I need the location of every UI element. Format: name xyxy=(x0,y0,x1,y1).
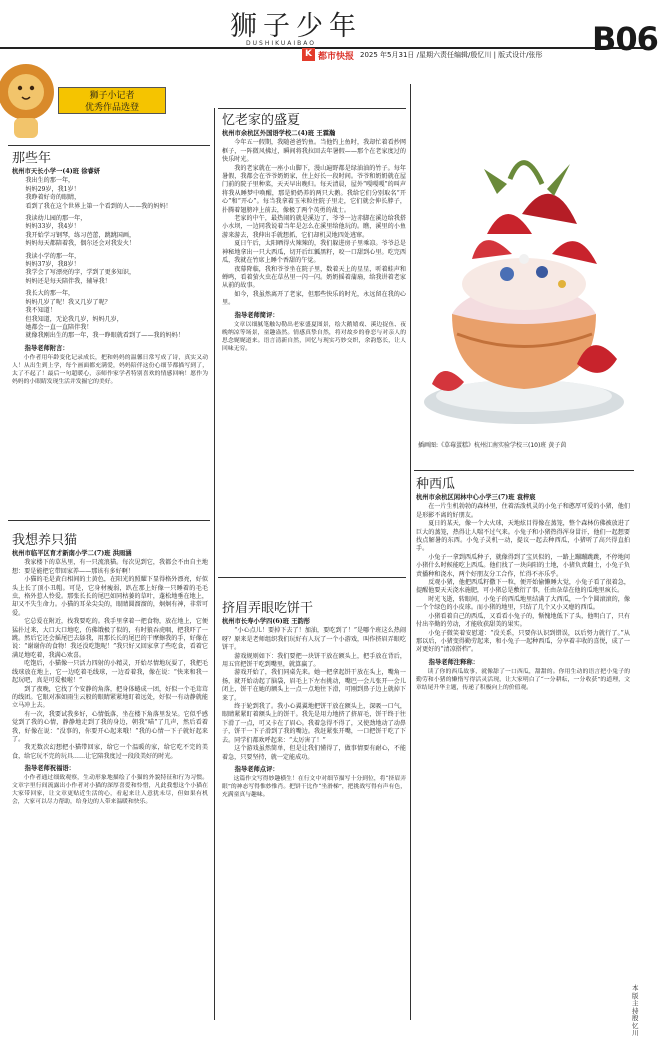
paragraph: 如今，我虽然离开了老家，但那些快乐的时光，永远留在我的心里。 xyxy=(222,290,406,307)
paragraph: 在一片生机勃勃的森林里，住着活泼机灵的小兔子和憨厚可爱的小猪，他们是形影不离的好朋友。 xyxy=(416,503,630,519)
paragraph: 我的老家就在一座小山脚下，漫山遍野都是绿油油的竹子。每年暑假，我都会在爷爷奶奶家，住上好长一段时间。爷爷和奶奶就在屋门前的院子里种菜，天天早出晚归。每天清晨，屋外“嘎嘎嘎”的叫声将我从睡梦中唤醒，那是奶奶养的两只大鹅。我给它们分别取名“开心”和“开心”。每当我拿着玉米粒往院子里走，它们就会伸长脖子，扑腾着翅膀冲上前去，像极了两个英勇的战士。 xyxy=(222,164,406,214)
paragraph: 夏日午后，太阳晒得火辣辣的，我们躲进房子里乘凉。爷爷总是神秘地拿出一只大西瓜，切开后红瓤黑籽，咬一口甜到心里。吃完西瓜，我就在竹席上睡个香甜的午觉。 xyxy=(222,240,406,265)
poem-line: 妈妈还是每天陪伴我，辅导我！ xyxy=(25,277,111,285)
poem-line: 但我知道，无论我几岁，妈妈几岁， xyxy=(25,315,123,323)
article-author: 杭州市余杭区闲林中心小学三(7)班 袁梓宸 xyxy=(416,494,536,501)
article-title: 我想养只猫 xyxy=(12,533,78,548)
article-nasienian xyxy=(12,151,208,521)
strawberry-shape xyxy=(522,194,577,224)
page-number: B06 xyxy=(592,20,658,58)
poem-line: 妈妈29岁，我1岁！ xyxy=(25,185,80,193)
strawberry-cake-illustration xyxy=(412,84,634,434)
strawberry-shape xyxy=(487,214,532,234)
column-host-note: 本版主持 殷忆川 xyxy=(632,984,639,1037)
comment-text: 小作者用年龄变化记录成长，把和妈妈的温馨日常写成了诗，真实又动人！从出生到上学，每个画面都充满爱，妈妈陪伴这份心细节都描写到了，太了不起了！最后一句超暖心，亲师作家学者特别喜欢的情感回响！愿作为妈妈的小眼睛发现生活并发掘它的美好。 xyxy=(12,354,208,385)
paragraph: “小心点儿！要掉下去了！加油，要吃到了！”是哪个班这么热闹呀？原来是老师组织我们玩好有人玩了一个小游戏，叫作挤眉弄眼吃饼干。 xyxy=(222,627,406,652)
cake-body xyxy=(452,314,596,389)
comment-text: 这篇作文写得妙趣横生！在行文中对细节描写十分到位，将“挤眉弄眼”的神态写得惟妙惟肖。把饼干比作“坐滑梯”，把挑战写得有声有色，充满童真与趣味。 xyxy=(222,775,406,798)
strawberry-shape xyxy=(472,240,512,259)
row-divider xyxy=(414,470,634,471)
issue-date: 2025 年5月31日 /星期六 xyxy=(360,51,440,59)
paragraph: 我无数次幻想把小猫带回家，给它一个温暖的家，给它吃不完的美食，给它玩不完的玩具……让它陪我度过一段段美好的时光。 xyxy=(12,744,208,760)
leaf-shape xyxy=(510,163,542,184)
editor-credit: 责任编辑/殷忆川 | 版式设计/张彤 xyxy=(440,51,543,59)
comment-heading: 指导老师注释称： xyxy=(428,658,479,666)
teacher-comment xyxy=(12,765,208,806)
article-author: 杭州市长寿小学四(6)班 王韵彤 xyxy=(222,618,311,625)
illustration-caption: 插画图:《草莓蛋糕》杭州江南实验学校三(10)班 黄子茵 xyxy=(418,442,567,449)
comment-text: 文章以细腻笔触勾勒出老家盛夏图景，绘大鹅嬉戏、溪边捉鱼、夜晚纳凉等场景，童趣盎然。情感真挚自然，将对故乡的眷恋与对亲人的思念娓娓道来。语言清新自然，回忆与现实巧妙交织，余韵悠长，让人回味无穷。 xyxy=(222,321,406,352)
article-title: 那些年 xyxy=(12,151,52,166)
comment-heading: 指导老师简评： xyxy=(234,311,279,319)
comment-heading: 指导老师祝福语： xyxy=(24,765,75,773)
column-divider xyxy=(214,108,215,1020)
article-cat xyxy=(12,533,208,1019)
paragraph: 反观小猪，他把西瓜籽撒下一粒，便开始偷懒睡大觉，小兔子看了很着急，提醒他要天天浇水施肥，可小猪总是敷衍了事，任由杂草在他的瓜地里疯长。 xyxy=(416,579,630,595)
poem-line: 我出生的那一年， xyxy=(25,177,75,185)
article-title: 挤眉弄眼吃饼干 xyxy=(222,601,314,616)
article-biscuit xyxy=(222,601,406,1019)
paragraph: 有一次，我要试我多好，心情低落，坐在楼下角落里发呆。它似乎感觉到了我的心情，静静地走到了我的身边，朝我“喵”了几声，然后看着我，好像在说：“没事的，你要开心起来哦！”我的心情一下子就好起来了。 xyxy=(12,710,208,743)
poem-line: 妈妈37岁，我8岁！ xyxy=(25,261,80,269)
lion-mascot-icon xyxy=(0,52,64,142)
article-watermelon xyxy=(416,477,630,1017)
paragraph: 吃饱后，小猫像一只活力四射的小精灵，开始尽情地玩耍了，我把毛线球放在地上，它一边吃着毛线球，一边看着我，像在说：“快来和我一起玩吧，真是可爱极啦！” xyxy=(12,660,208,685)
brand-logo-icon: K xyxy=(302,48,315,61)
poem-line: 我读小学的那一年， xyxy=(25,252,81,260)
paragraph: 时光飞逝，转眼间，小兔子的西瓜地里结满了大西瓜，一个个圆滚滚的，像一个个绿色的小皮球。而小猪的地里，只结了几个又小又瘪的西瓜。 xyxy=(416,595,630,612)
poem-line: 就像我刚出生的那一年，我一睁眼就看到了——我的妈妈！ xyxy=(25,332,184,340)
badge-line-1: 狮子小记者 xyxy=(89,91,135,101)
strawberry-shape xyxy=(552,241,597,264)
paragraph: 终于轮到我了。我小心翼翼地把饼干放在额头上，深吸一口气，眼睛紧紧盯着额头上的饼干。我先是用力地挤了挤眉毛，饼干终于往下滑了一点，可又卡在了眉心。我着急得不得了，又使劲地动了动鼻子，饼干一下子滑到了我的嘴边。我赶紧张开嘴，一口把饼干吃了下去。同学们都欢呼起来：“太厉害了！” xyxy=(222,703,406,744)
comment-text: 读了你的西瓜故事，就像舔了一口西瓜，甜甜的。你用生动的语言把小兔子的勤劳和小猪的懒惰写得活灵活现，让大家明白了“一分耕耘，一分收获”的道理，文章结尾升华主题，传递了积极向上的价值观。 xyxy=(416,668,630,691)
teacher-comment xyxy=(416,659,630,692)
paragraph: 小兔子一拿到西瓜种子，就像得到了宝贝似的，一路上蹦蹦跳跳，不停地问小猪什么时候能吃上西瓜。他们找了一块向阳的土地，小猪负责翻土，小兔子负责播种和浇水，两个好朋友分工合作，忙得不亦乐乎。 xyxy=(416,553,630,578)
poem-line: 看到了我在这个世界上第一个看到的人——我的妈妈！ xyxy=(25,202,172,210)
badge-line-2: 优秀作品选登 xyxy=(84,103,139,113)
teacher-comment xyxy=(12,345,208,386)
paragraph: 小猫的毛是黄白相间的土黄色，在阳光的照耀下显得格外漂亮，好似头上长了顶小丑帽。可是，它身材瘦弱，趴在那上好像一只睡着的毛毛虫，格外惹人怜爱。那张长长的尾巴如同枯萎的草叶，蓬松地垂在地上，却又不失生命力。小猫的耳朵尖尖的，眼睛圆溜溜的，炯炯有神，非常可爱。 xyxy=(12,576,208,617)
article-title: 忆老家的盛夏 xyxy=(222,113,301,128)
paragraph: 夜幕降临，我和爷爷坐在院子里，数着天上的星星，听着蛙声和蝉鸣，看着萤火虫在草丛里一闪一闪。奶奶摇着蒲扇，给我讲着老家从前的故事。 xyxy=(222,265,406,290)
paragraph: 它总爱在附近，找我要吃的。我手里拿着一把食物，放在地上，它便猛扑过来，大口大口地吃，仿佛饿极了似的，有时狼吞虎咽，把我吓了一跳。然后它还会摇尾巴去舔我，用那长长的尾巴的干摩擦我的手，好像在说：“谢谢你的食物！我还没吃饱呢！”我只好又回家拿了些吃食，看着它满足地吃着，我满心欢喜。 xyxy=(12,618,208,659)
poem-line: 我长大的那一年， xyxy=(25,290,75,298)
poem-line: 妈妈每天都陪着我，偶尔还会对我发火！ xyxy=(25,240,136,248)
poem-body xyxy=(12,177,208,340)
poem-line: 我不知道！ xyxy=(25,307,56,315)
paragraph: 到了夜晚，它找了个安静的角落，把身体蜷成一团，好似一个毛茸茸的线团。它眼对准如雨生云般的眼睛紧紧地盯着远处，好似一有动静就能立马冲上去。 xyxy=(12,685,208,710)
paragraph: 老家的中午，最热闹的就是溪边了，爷爷一边赤脚在溪边给我搭小水坝，一边同我说着当年是怎么在溪里给他玩的。瞧，溪里的小鱼游来游去，我伸出手就想抓，它们却机灵地四处逃窜。 xyxy=(222,215,406,239)
paragraph: 小兔子微笑着安慰道：“没关系，只要你认识到错误，以后努力就行了。”从那以后，小猪变得勤劳起来，和小兔子一起种西瓜，分享着丰收的喜悦，成了一对更好的“清凉搭档”。 xyxy=(416,629,630,654)
poem-line: 她都会一直一直陪伴我！ xyxy=(25,323,93,331)
column-divider xyxy=(410,84,411,1020)
poem-line: 我学会了写漂亮的字，学到了更多知识， xyxy=(25,269,136,277)
section-title: 狮子少年 xyxy=(230,11,362,42)
teacher-comment xyxy=(222,312,406,353)
poem-line: 我开始学习钢琴，练习芭蕾，跳跳国画， xyxy=(25,231,136,239)
comment-heading: 指导老师附言： xyxy=(24,344,69,352)
article-title: 种西瓜 xyxy=(416,477,456,492)
row-divider xyxy=(8,145,210,146)
row-divider xyxy=(218,577,406,578)
paragraph: 小猪看着自己的西瓜，又看看小兔子的，惭愧地低下了头，他明白了，只有付出辛勤的劳动，才能收获甜美的果实。 xyxy=(416,612,630,629)
paragraph: 游戏规则如下：我们要把一块饼干放在额头上，把手放在背后，用五官把饼干吃到嘴里，就算赢了。 xyxy=(222,652,406,669)
row-divider xyxy=(218,108,406,109)
poem-line: 妈妈33岁，我4岁！ xyxy=(25,223,80,231)
article-summer xyxy=(222,113,406,575)
paragraph: 我家楼下的草丛里，有一只流浪猫。每次见到它，我都会不由自主地想：要是能把它带回家养——那该有多好啊！ xyxy=(12,559,208,575)
paragraph: 这个游戏虽然简单，但是让我们懂得了，做事情要有耐心，不能着急，只要坚持，就一定能成功。 xyxy=(222,745,406,761)
comment-text: 小作者通过细致观察，生动形象地描绘了小猫的外貌特征和行为习惯。文章字里行间流露出小作者对小猫的深厚喜爱和怜惜，凡此我想这个小猫在大家带回家，让文章更贴近生活的心，看起来让人意犹未尽，但如果有机会，大家可以尽力帮助，给身边的人带来温暖和快乐。 xyxy=(12,775,208,806)
section-subtitle: DUSHIKUAIBAO xyxy=(246,40,316,47)
teacher-comment xyxy=(222,766,406,799)
featured-works-badge xyxy=(58,87,166,114)
poem-line: 我睁着好奇的眼睛， xyxy=(25,194,81,202)
comment-heading: 指导老师点评： xyxy=(234,765,279,773)
article-author: 杭州市余杭区外国语学校二(4)班 王霖瀚 xyxy=(222,130,336,137)
poem-line: 我读幼儿园的那一年， xyxy=(25,215,87,223)
article-author: 杭州市天长小学一(4)班 徐睿妍 xyxy=(12,168,101,175)
brand-name: 都市快报 xyxy=(318,52,355,62)
leaf-shape xyxy=(484,169,507,194)
paragraph: 游戏开始了，我们同桌先来。她一把拿起饼干放在头上，嘴角一扬，就开始动起了脑袋，眉毛上下左右挑动，嘴巴一会儿张开一会儿闭上，饼干在她的额头上一点一点地往下滑，可刚到鼻子边上就掉下来了。 xyxy=(222,669,406,702)
poem-line: 妈妈几岁了呢！我又几岁了呢？ xyxy=(25,298,111,306)
leaf-shape xyxy=(547,164,570,196)
paragraph: 今年五一假期，我随爸爸钓鱼。当他钓上鱼时，我却忙着看抄网框子，一阵微风拂过，瞬间将我拉回去年暑假——那个在老家度过的快乐时光。 xyxy=(222,139,406,164)
paragraph: 夏日的某天，像一个大火球，天地炫目得像在蒸笼，整个森林仿佛被放进了巨大的蒸笼，热得让人喘不过气来。小兔子和小猪热得浑身冒汗，他们一起想要找点解暑的东西。小兔子灵机一动，提议一起去种西瓜，小猪听了高兴得直拍手。 xyxy=(416,520,630,553)
article-author: 杭州市临平区育才新南小学二(7)班 洪雨涵 xyxy=(12,550,132,557)
